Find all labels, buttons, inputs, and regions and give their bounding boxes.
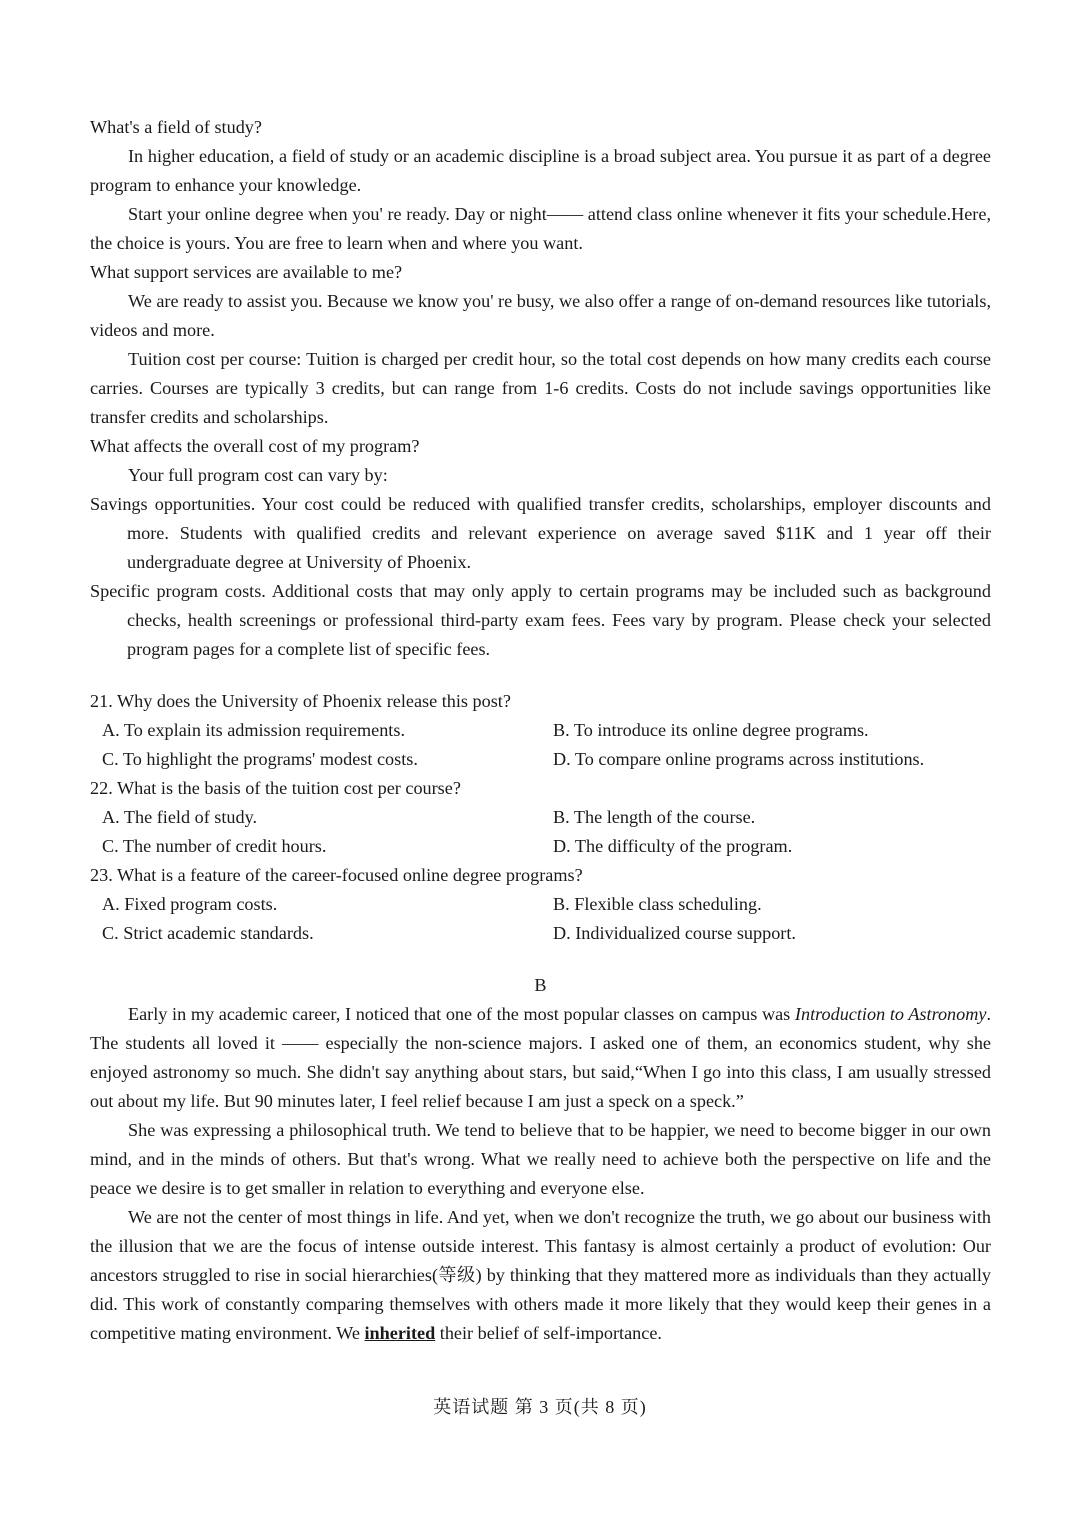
- list-item: Savings opportunities. Your cost could be reduced with qualified transfer credits, scholarships, employer discounts and more. Students with qualified credits and relevant experience on average saved $11K and 1 year off their undergraduate degree at University of Phoenix.: [90, 494, 991, 572]
- option-b: B. To introduce its online degree programs.: [553, 720, 869, 740]
- option-a: A. Fixed program costs.: [102, 894, 278, 914]
- question-stem: 21. Why does the University of Phoenix release this post?: [90, 691, 511, 711]
- paragraph: She was expressing a philosophical truth. We tend to believe that to be happier, we need to become bigger in our own mind, and in the minds of others. But that's wrong. What we really need to achieve both the perspective on life and the peace we desire is to get smaller in relation to everything and everyone else.: [90, 1120, 991, 1198]
- section-heading: What affects the overall cost of my program?: [90, 436, 420, 456]
- paragraph: Start your online degree when you' re ready. Day or night—— attend class online whenever it fits your schedule.Here, the choice is yours. You are free to learn when and where you want.: [90, 204, 991, 253]
- option-d: D. To compare online programs across institutions.: [553, 749, 925, 769]
- question-23: [90, 861, 991, 948]
- option-d: D. Individualized course support.: [553, 923, 796, 943]
- text: . The students all loved it —— especially the non-science majors. I asked one of them, an economics student, why she enjoyed astronomy so much. She didn't say anything about stars, but said,“When I go into this class, I am usually stressed out about my life. But 90 minutes later, I feel relief because I am just a speck on a speck.”: [90, 1004, 992, 1111]
- paragraph: [90, 1000, 991, 1116]
- text: their belief of self-importance.: [435, 1323, 662, 1343]
- page-footer: 英语试题 第 3 页(共 8 页): [433, 1397, 647, 1417]
- option-a: A. The field of study.: [102, 807, 258, 827]
- option-c: C. To highlight the programs' modest costs.: [102, 749, 418, 769]
- option-c: C. Strict academic standards.: [102, 923, 314, 943]
- text: Early in my academic career, I noticed that one of the most popular classes on campus was: [128, 1004, 795, 1024]
- exam-page: [90, 113, 991, 1348]
- question-stem: 22. What is the basis of the tuition cost per course?: [90, 778, 461, 798]
- section-heading: What's a field of study?: [90, 117, 262, 137]
- option-c: C. The number of credit hours.: [102, 836, 327, 856]
- option-b: B. The length of the course.: [553, 807, 756, 827]
- paragraph: We are ready to assist you. Because we know you' re busy, we also offer a range of on-demand resources like tutorials, videos and more.: [90, 291, 991, 340]
- list-item: Specific program costs. Additional costs that may only apply to certain programs may be included such as background checks, health screenings or professional third-party exam fees. Fees vary by program. Please check your selected program pages for a complete list of specific fees.: [90, 581, 991, 659]
- section-heading: What support services are available to me?: [90, 262, 403, 282]
- option-b: B. Flexible class scheduling.: [553, 894, 762, 914]
- paragraph: In higher education, a field of study or an academic discipline is a broad subject area. You pursue it as part of a degree program to enhance your knowledge.: [90, 146, 991, 195]
- course-title: Introduction to Astronomy: [794, 1004, 987, 1024]
- option-a: A. To explain its admission requirements.: [102, 720, 405, 740]
- paragraph: Your full program cost can vary by:: [128, 465, 388, 485]
- paragraph: Tuition cost per course: Tuition is charged per credit hour, so the total cost depends on how many credits each course carries. Courses are typically 3 credits, but can range from 1-6 credits. Costs do not include savings opportunities like transfer credits and scholarships.: [90, 349, 991, 427]
- question-stem: 23. What is a feature of the career-focused online degree programs?: [90, 865, 583, 885]
- underlined-word: inherited: [364, 1323, 436, 1343]
- question-22: [90, 774, 991, 861]
- passage-b-heading: B: [534, 975, 547, 995]
- text: We are not the center of most things in life. And yet, when we don't recognize the truth, we go about our business with the illusion that we are the focus of intense outside interest. This fantasy is almost certainly a product of evolution: Our ancestors struggled to rise in social hierarchies(等级) by thinking that they mattered more as individuals than they actually did. This work of constantly comparing themselves with others made it more likely that they would keep their genes in a competitive mating environment. We: [90, 1207, 991, 1343]
- paragraph: [90, 1203, 991, 1348]
- option-d: D. The difficulty of the program.: [553, 836, 793, 856]
- question-21: [90, 687, 991, 774]
